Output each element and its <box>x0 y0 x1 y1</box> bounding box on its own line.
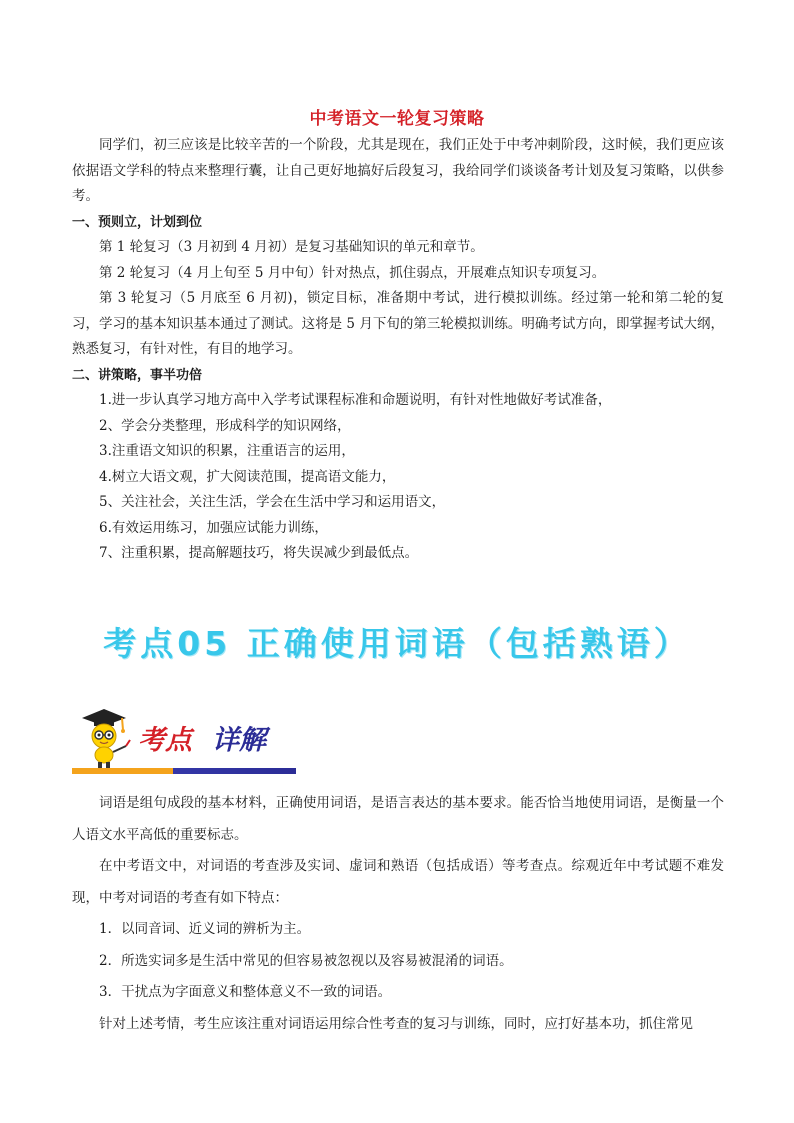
strategy-item: 2、学会分类整理，形成科学的知识网络， <box>99 417 351 434</box>
strategy-item: 1.进一步认真学习地方高中入学考试课程标准和命题说明，有针对性地做好考试准备， <box>99 392 612 408</box>
strategy-item: 4.树立大语文观，扩大阅读范围，提高语文能力， <box>99 468 396 485</box>
detail-label-xiangjie: 详解 <box>212 725 266 756</box>
strategy-section <box>72 133 724 567</box>
detail-point: 1．以同音词、近义词的辨析为主。 <box>99 921 311 937</box>
detail-label-kaodian: 考点 <box>138 725 192 756</box>
detail-header <box>72 704 296 774</box>
topic-banner: 考点05 正确使用词语（包括熟语） <box>103 624 691 663</box>
strategy-item: 3.注重语文知识的积累，注重语言的运用， <box>99 443 355 459</box>
page-title: 中考语文一轮复习策略 <box>309 109 485 129</box>
detail-point: 2．所选实词多是生活中常见的但容易被忽视以及容易被混淆的词语。 <box>99 952 513 969</box>
plan-item: 第 2 轮复习（4 月上旬至 5 月中旬）针对热点，抓住弱点，开展难点知识专项复习。 <box>99 264 606 281</box>
strategy-item: 6.有效运用练习，加强应试能力训练， <box>99 519 328 536</box>
strategy-item: 7、注重积累，提高解题技巧，将失误减少到最低点。 <box>99 545 419 561</box>
plan-item: 第 1 轮复习（3 月初到 4 月初）是复习基础知识的单元和章节。 <box>99 239 484 255</box>
intro-paragraph: 同学们，初三应该是比较辛苦的一个阶段，尤其是现在，我们正处于中考冲刺阶段，这时候，我们更应该依据语文学科的特点来整理行囊，让自己更好地搞好后段复习，我给同学们谈谈备考计划及复习策略，以供参考。 <box>72 137 724 204</box>
detail-section <box>72 788 724 1040</box>
detail-paragraph: 词语是组句成段的基本材料，正确使用词语，是语言表达的基本要求。能否恰当地使用词语，是衡量一个人语文水平高低的重要标志。 <box>72 795 724 843</box>
detail-paragraph: 针对上述考情，考生应该注重对词语运用综合性考查的复习与训练，同时，应打好基本功，抓住常见 <box>99 1015 693 1032</box>
section-heading-strategy: 二、讲策略，事半功倍 <box>72 367 203 383</box>
detail-point: 3．干扰点为字面意义和整体意义不一致的词语。 <box>99 984 392 1000</box>
detail-paragraph: 在中考语文中，对词语的考查涉及实词、虚词和熟语（包括成语）等考查点。综观近年中考试题不难发现，中考对词语的考查有如下特点： <box>72 858 724 906</box>
header-underline <box>72 768 296 774</box>
section-heading-plan: 一、预则立，计划到位 <box>72 214 203 230</box>
plan-item: 第 3 轮复习（5 月底至 6 月初)，锁定目标，准备期中考试，进行模拟训练。经过第一轮和第二轮的复习，学习的基本知识基本通过了测试。这将是 5 月下旬的第三轮模拟训练。明确考试方向，即掌握考试大纲，熟悉复习，有针对性，有目的地学习。 <box>72 290 724 357</box>
strategy-item: 5、关注社会，关注生活，学会在生活中学习和运用语文， <box>99 494 446 510</box>
graduate-mascot-icon <box>76 706 132 770</box>
